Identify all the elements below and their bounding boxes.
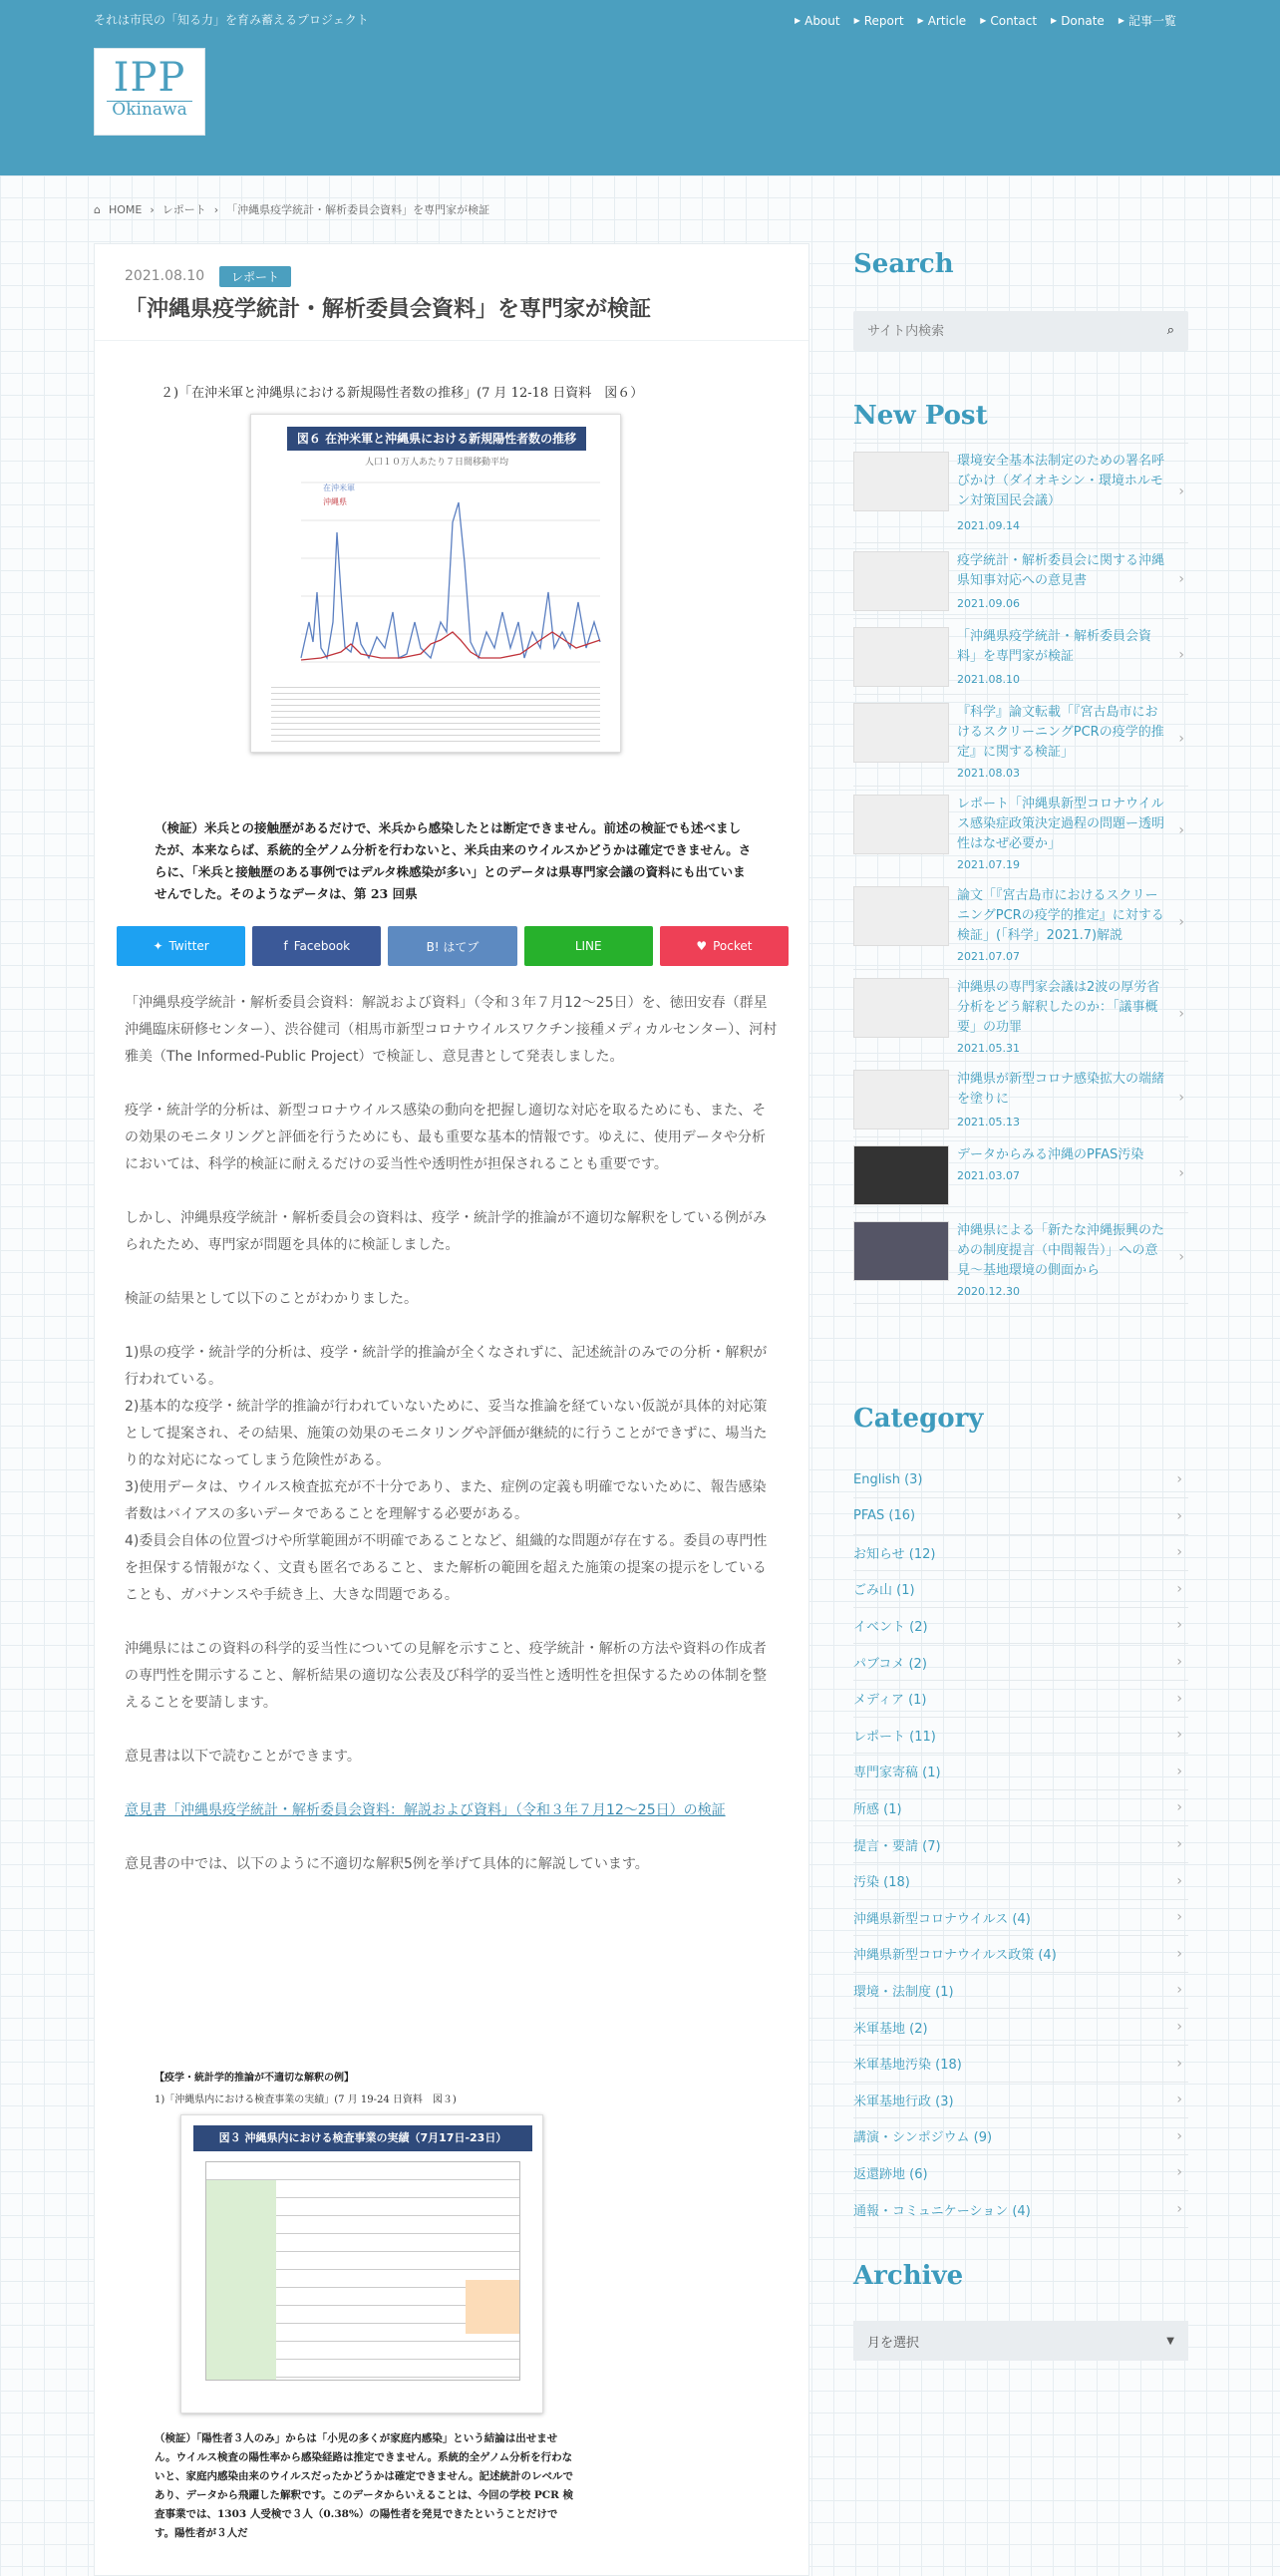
post-title: 「沖縄県疫学統計・解析委員会資料」を専門家が検証 — [125, 297, 652, 322]
chevron-right-icon: › — [1176, 1909, 1182, 1926]
chevron-right-icon: › — [1176, 1763, 1182, 1779]
top-nav — [795, 12, 1176, 29]
chevron-right-icon: › — [1178, 1006, 1184, 1022]
archive-title: Archive — [853, 2261, 964, 2291]
paragraph: 疫学・統計学的分析は、新型コロナウイルス感染の動向を把握し適切な対応を取るためにも、また、その効果のモニタリングと評価を行うためにも、最も重要な基本的情報です。ゆえに、使用データや分析においては、科学的検証に耐えるだけの妥当性や透明性が担保されることも重要です。 — [125, 1103, 767, 1172]
category-item[interactable]: 米軍基地 (2) › — [853, 2009, 1188, 2046]
logo-main: IPP — [113, 55, 186, 101]
paragraph: 意見書の中では、以下のように不適切な解釈5例を挙げて具体的に解説しています。 — [125, 1856, 649, 1872]
facebook-icon: f — [283, 939, 288, 953]
site-logo[interactable] — [94, 48, 205, 136]
site-tagline: それは市民の「知る力」を育み蓄えるプロジェクト — [94, 13, 369, 27]
share-hatena-button[interactable]: B! はてブ — [388, 926, 516, 966]
table-image — [180, 2114, 543, 2414]
chevron-right-icon: › — [1176, 1836, 1182, 1852]
table-grid — [205, 2161, 520, 2381]
category-item[interactable]: ごみ山 (1) › — [853, 1571, 1188, 1608]
chevron-right-icon: › — [213, 202, 219, 216]
chevron-right-icon: › — [1178, 571, 1184, 587]
new-post-item[interactable]: 疫学統計・解析委員会に関する沖縄県知事対応への意見書 2021.09.06 › — [853, 542, 1188, 618]
post-thumbnail — [853, 1221, 949, 1281]
new-post-item[interactable]: 「沖縄県疫学統計・解析委員会資料」を専門家が検証 2021.08.10 › — [853, 618, 1188, 694]
paragraph: 検証の結果として以下のことがわかりました。 — [125, 1291, 418, 1307]
new-post-item[interactable]: 環境安全基本法制定のための署名呼びかけ（ダイオキシン・環境ホルモン対策国民会議） 2021.09.14 › — [853, 443, 1188, 542]
chevron-right-icon: › — [1176, 2201, 1182, 2217]
home-icon: ⌂ — [94, 202, 101, 216]
breadcrumb-current: 「沖縄県疫学統計・解析委員会資料」を専門家が検証 — [226, 203, 490, 216]
category-item[interactable]: 返還跡地 (6) › — [853, 2154, 1188, 2191]
category-item[interactable]: 沖縄県新型コロナウイルス (4) › — [853, 1899, 1188, 1936]
chevron-right-icon: › — [1178, 731, 1184, 747]
chevron-right-icon: › — [1176, 1471, 1182, 1487]
chevron-right-icon: › — [1178, 1090, 1184, 1106]
chart-title: 図６ 在沖米軍と沖縄県における新規陽性者数の推移 — [287, 427, 586, 451]
post-date: 2021.08.10 — [125, 268, 205, 284]
post-thumbnail — [853, 703, 949, 763]
chevron-right-icon: › — [1176, 1507, 1182, 1524]
chevron-right-icon: › — [1176, 2019, 1182, 2035]
nav-donate[interactable]: ▶ Donate — [1051, 13, 1105, 28]
share-line-button[interactable]: LINE — [524, 926, 653, 966]
post-thumbnail — [853, 627, 949, 687]
chevron-right-icon: ▶ — [917, 16, 924, 25]
category-item[interactable]: 米軍基地汚染 (18) › — [853, 2046, 1188, 2083]
chevron-right-icon: › — [1178, 1249, 1184, 1265]
category-item[interactable]: 専門家寄稿 (1) › — [853, 1754, 1188, 1790]
breadcrumb — [94, 201, 489, 217]
post-thumbnail — [853, 795, 949, 854]
search-box — [853, 311, 1188, 351]
twitter-icon: ✦ — [153, 939, 163, 953]
post-thumbnail — [853, 1145, 949, 1205]
archive-select[interactable]: 月を選択 ▼ — [853, 2321, 1188, 2361]
new-post-item[interactable]: レポート「沖縄県新型コロナウイルス感染症政策決定過程の問題ー透明性はなぜ必要か」 2021.07.19 › — [853, 786, 1188, 877]
category-item[interactable]: 汚染 (18) › — [853, 1863, 1188, 1900]
share-pocket-button[interactable]: ♥ Pocket — [660, 926, 789, 966]
chevron-right-icon: › — [1176, 2164, 1182, 2181]
post-thumbnail — [853, 886, 949, 946]
chevron-right-icon: ▶ — [1118, 16, 1124, 25]
category-item[interactable]: メディア (1) › — [853, 1681, 1188, 1718]
chevron-right-icon: › — [1176, 1727, 1182, 1744]
category-item[interactable]: PFAS (16) › — [853, 1498, 1188, 1535]
nav-article[interactable]: ▶ Article — [917, 13, 967, 28]
category-item[interactable]: 米軍基地行政 (3) › — [853, 2082, 1188, 2118]
nav-all-posts[interactable]: ▶ 記事一覧 — [1118, 14, 1176, 28]
category-badge[interactable]: レポート — [219, 266, 291, 287]
category-item[interactable]: イベント (2) › — [853, 1607, 1188, 1644]
legend-item: 沖縄県 — [323, 497, 347, 506]
chevron-right-icon: › — [1176, 2055, 1182, 2072]
new-post-title: New Post — [853, 401, 988, 431]
opinion-link[interactable]: 意見書「沖縄県疫学統計・解析委員会資料：解説および資料」（令和３年７月12～25日）の検証 — [125, 1802, 726, 1818]
chevron-right-icon: › — [1176, 2127, 1182, 2144]
chevron-right-icon: › — [1178, 483, 1184, 499]
category-item[interactable]: 通報・コミュニケーション (4) › — [853, 2191, 1188, 2228]
scan-caption: 1)「沖縄県内における検査事業の実績」(7 月 19-24 日資料 図３) — [155, 2094, 457, 2105]
article-body — [125, 990, 779, 1905]
site-header — [0, 0, 1280, 175]
search-icon[interactable]: ⌕ — [1166, 323, 1174, 338]
chevron-right-icon: › — [1176, 1617, 1182, 1634]
category-item[interactable]: パブコメ (2) › — [853, 1644, 1188, 1681]
post-thumbnail — [853, 551, 949, 611]
chevron-right-icon: › — [1178, 1165, 1184, 1181]
chevron-right-icon: › — [150, 202, 155, 216]
pocket-icon: ♥ — [696, 939, 708, 953]
new-post-item[interactable]: 沖縄県の専門家会議は2波の厚労省分析をどう解釈したのか：「議事概要」の功罪 2021.05.31 › — [853, 969, 1188, 1061]
post-thumbnail — [853, 1070, 949, 1129]
chevron-right-icon: › — [1178, 914, 1184, 930]
chevron-right-icon: › — [1176, 1580, 1182, 1597]
category-item[interactable]: 沖縄県新型コロナウイルス政策 (4) › — [853, 1936, 1188, 1973]
chevron-right-icon: › — [1176, 1982, 1182, 1999]
search-title: Search — [853, 249, 954, 279]
post-thumbnail — [853, 978, 949, 1038]
chevron-right-icon: › — [1176, 1654, 1182, 1670]
article — [94, 243, 809, 2576]
new-post-item[interactable]: データからみる沖縄のPFAS汚染 2021.03.07 › — [853, 1136, 1188, 1212]
category-item[interactable]: 所感 (1) › — [853, 1789, 1188, 1826]
new-post-item[interactable]: 沖縄県による「新たな沖縄振興のための制度提言（中間報告）」への意見～基地環境の側面から 2020.12.30 › — [853, 1212, 1188, 1304]
new-post-item[interactable]: 『科学』論文転載「『宮古島市におけるスクリーニングPCRの疫学的推定』に関する検証」 2021.08.03 › — [853, 694, 1188, 786]
category-title: Category — [853, 1404, 984, 1434]
nav-about[interactable]: ▶ About — [794, 13, 840, 28]
breadcrumb-category[interactable]: レポート — [161, 203, 206, 216]
category-item[interactable]: English (3) › — [853, 1461, 1188, 1498]
caret-down-icon: ▼ — [1166, 2335, 1174, 2347]
chevron-right-icon: ▶ — [1051, 16, 1058, 25]
table-title: 図３ 沖縄県内における検査事業の実績（7月17日-23日） — [193, 2125, 532, 2151]
table-label-column — [206, 2180, 276, 2380]
legend-item: 在沖米軍 — [323, 483, 355, 492]
figure-caption: ２)「在沖米軍と沖縄県における新規陽性者数の推移」(7 月 12-18 日資料 図６） — [160, 386, 644, 401]
chart-subtitle: 人口１０万人あたり７日間移動平均 — [364, 458, 508, 468]
chevron-right-icon: ▶ — [980, 16, 987, 25]
category-item[interactable]: 提言・要請 (7) › — [853, 1826, 1188, 1863]
category-item[interactable]: レポート (11) › — [853, 1717, 1188, 1754]
paragraph: 意見書は以下で読むことができます。 — [125, 1749, 361, 1765]
findings-list: 1)県の疫学・統計学的分析は、疫学・統計学的推論が全くなされずに、記述統計のみでの分析・解釈が行われている。 2)基本的な疫学・統計学的推論が行われていないために、妥当な推論を経ていない仮説が具体的対応策として提案され、その結果、施策の効果のモニタリングや評価が継続的に行うことができずに、場当たり的な対応になってしまう危険性がある。 3)使用データは、ウイルス検査拡充が不十分であり、また、症例の定義も明確でないために、報告感染者数はバイアスの多いデータであることを理解する必要がある。 4)委員会自体の位置づけや所掌範囲が不明確であることなど、組織的な問題が存在する。委員の専門性を担保する情報がなく、文責も匿名であること、また解析の範囲を超えた施策の提案の提示をしていることも、ガバナンスや手続き上、大きな問題である。 — [125, 1345, 768, 1603]
chevron-right-icon: › — [1178, 647, 1184, 663]
chevron-right-icon: › — [1176, 1945, 1182, 1962]
category-item[interactable]: お知らせ (12) › — [853, 1534, 1188, 1571]
chevron-right-icon: ▶ — [794, 16, 801, 25]
chevron-right-icon: › — [1176, 1544, 1182, 1561]
nav-contact[interactable]: ▶ Contact — [980, 13, 1038, 28]
chevron-right-icon: ▶ — [853, 16, 860, 25]
share-buttons — [117, 926, 789, 966]
new-post-item[interactable]: 沖縄県が新型コロナ感染拡大の端緒を塗りに 2021.05.13 › — [853, 1061, 1188, 1136]
scanned-text: （検証）米兵との接触歴があるだけで、米兵から感染したとは断定できません。前述の検証でも述べましたが、本来ならば、系統的全ゲノム分析を行わないと、米兵由来のウイルスかどうかは確定できません。さらに、「米兵と接触歴のある事例ではデルタ株感染が多い」とのデータは県専門家会議の資料にも出ていませんでした。そのようなデータは、第 23 回県 — [155, 820, 752, 901]
paragraph: 「沖縄県疫学統計・解析委員会資料：解説および資料」（令和３年７月12～25日）を、徳田安春（群星沖縄臨床研修センター）、渋谷健司（相馬市新型コロナウイルスワクチン接種メディカルセンター）、河村雅美（The Informed-Public Project）で検証し、意見書として発表しました。 — [125, 995, 778, 1065]
paragraph: 沖縄県にはこの資料の科学的妥当性についての見解を示すこと、疫学統計・解析の方法や資料の作成者の専門性を開示すること、解析結果の適切な公表及び科学的妥当性と透明性を担保するための体制を整えることを要請します。 — [125, 1641, 767, 1711]
highlight-cells — [466, 2280, 519, 2334]
paragraph: しかし、沖縄県疫学統計・解析委員会の資料は、疫学・統計学的推論が不適切な解釈をしている例がみられたため、専門家が問題を具体的に検証しました。 — [125, 1210, 767, 1253]
category-item[interactable]: 環境・法制度 (1) › — [853, 1972, 1188, 2009]
nav-report[interactable]: ▶ Report — [853, 13, 904, 28]
category-item[interactable]: 講演・シンポジウム (9) › — [853, 2118, 1188, 2155]
chart-image — [250, 414, 621, 753]
chevron-right-icon: › — [1176, 2092, 1182, 2108]
search-input[interactable] — [853, 311, 1142, 351]
share-facebook-button[interactable]: f Facebook — [252, 926, 381, 966]
new-post-item[interactable]: 論文「『宮古島市におけるスクリーニングPCRの疫学的推定』に対する検証」(「科学」2021.7)解説 2021.07.07 › — [853, 877, 1188, 969]
logo-sub: Okinawa — [107, 101, 192, 118]
chevron-right-icon: › — [1176, 1799, 1182, 1816]
post-thumbnail — [853, 452, 949, 511]
chevron-right-icon: › — [1176, 1872, 1182, 1889]
divider — [95, 340, 808, 341]
scan-heading: 【疫学・統計学的推論が不適切な解釈の例】 — [155, 2073, 354, 2084]
share-twitter-button[interactable]: ✦ Twitter — [117, 926, 245, 966]
chevron-right-icon: › — [1178, 822, 1184, 838]
chart-notes — [271, 682, 600, 742]
scan-text: （検証）「陽性者３人のみ」からは「小児の多くが家庭内感染」という結論は出せません。ウイルス検査の陽性率から感染経路は推定できません。系統的全ゲノム分析を行わないと、家庭内感染由来のウイルスだったかどうかは確定できません。記述統計のレベルであり、データから飛躍した解釈です。このデータからいえることは、今回の学校 PCR 検査事業では、1303 人受検で３人（0.38%）の陽性者を発見できたということだけです。陽性者が３人だ — [155, 2432, 573, 2539]
chevron-right-icon: › — [1176, 1690, 1182, 1707]
breadcrumb-home[interactable]: HOME — [108, 202, 143, 216]
